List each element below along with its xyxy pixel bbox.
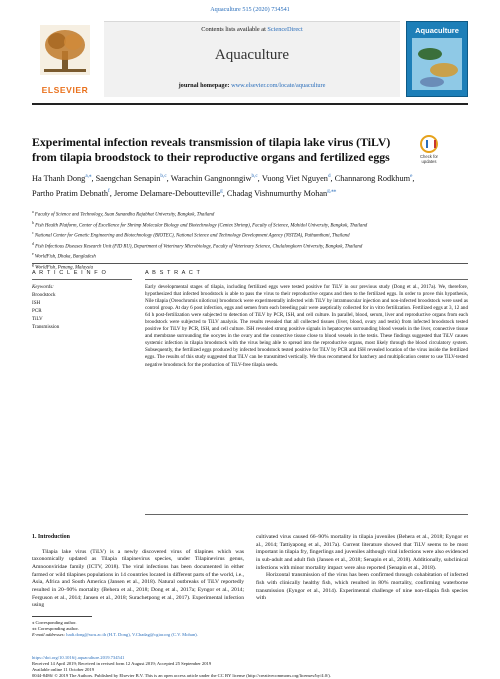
available-online: Available online 11 October 2019 [32, 667, 94, 672]
affiliation: $^c$ National Center for Genetic Engineering and Biotechnology (BIOTEC), National Science and Technology Development Agency (NSTDA), Pathumthani, Thailand [32, 231, 350, 239]
contents-line [104, 26, 400, 33]
author[interactable]: Jerome Delamare-Deboutteville$^g$, [113, 188, 227, 198]
affiliation: $^e$ WorldFish, Dhaka, Bangladesh [32, 252, 96, 260]
updates-icon [420, 135, 438, 153]
abstract-rule [145, 279, 468, 280]
keyword: Broodstock [32, 291, 56, 298]
cover-title: Aquaculture [415, 26, 459, 35]
author[interactable]: Vuong Viet Nguyen$^d$, [261, 173, 335, 183]
author[interactable]: Partho Pratim Debnath$^f$, [32, 188, 114, 198]
abstract-bottom-rule [145, 514, 468, 515]
journal-name: Aquaculture [214, 47, 290, 63]
email-links[interactable]: hadt.dong@ssru.ac.th (H.T. Dong), V.Chadag@cgiar.org (C.V. Mohan). [65, 632, 198, 638]
header-rule [32, 103, 468, 105]
publication-info [32, 655, 468, 679]
updates-label: Check for updates [420, 154, 438, 164]
footnote-rule [32, 616, 92, 617]
contents-prefix: Contents lists available at [201, 26, 268, 33]
check-for-updates-badge[interactable] [414, 135, 444, 169]
keywords-block [32, 284, 132, 331]
author[interactable]: Channarong Rodkhum$^e$, [334, 173, 415, 183]
homepage-link[interactable]: www.elsevier.com/locate/aquaculture [231, 82, 326, 89]
homepage-prefix: journal homepage: [178, 82, 232, 89]
affiliations-rule [32, 263, 468, 264]
article-info-rule [32, 279, 132, 280]
body-paragraph: Tilapia lake virus (TiLV) is a newly discovered virus of tilapines which was taxonomically updated as Tilapia tilapinevirus species, under Tilapinevirus genus, Amnoonviridae family (ICTV, 2018). The viral infections has been documented in either farmed or wild tilapines populations in 14 countries located in different parts of the world, i.e., Asia, Africa and South America (Jansen et al., 2018). Natural outbreaks of TiLV reportedly resulted in 20–90% mortality (Behera et al., 2018; Dong et al., 2017a; Eyngor et al., 2014; Ferguson et al., 2014; Jansen et al., 2018; Surachetpong et al., 2017). Experimental infection using [32, 548, 244, 609]
abstract-text: Early developmental stages of tilapia, including fertilized eggs were tested positive for TiLV in our previous study (Dong et al., 2017a). We, therefore, hypothesized that infected broodstock is able to pass the virus to their reproductive organs and then to the fertilized eggs. In order to prove this hypothesis, Nile tilapia (Oreochromis niloticus) broodstock were experimentally infected with TiLV by intramuscular injection and non-infected broodstock were used as control group. At day 6 post infection, eggs and semen from each breeding pair were aseptically collected for in vitro fertilization. Fertilized eggs at 3, 12 and 64 h post-fertilization were subjected to detection of TiLV by PCR, ISH, and cell culture. In parallel, blood, serum, liver and reproductive organs from each broodstock were subjected to TiLV analysis. The results revealed that all collected tissues (liver, blood, ovary and testis) from infected broodstock tested positive for TiLV by PCR, ISH, and cell culture. ISH revealed strong positive signals in hepatocytes surrounding blood vessels in the liver, connective tissue and membrane surrounding the oocytes in the ovary and the connective tissue close to blood vessels in the testis. These findings suggested that TiLV causes systemic infection in tilapia broodstock with the virus being able to spread into the reproductive organs, most likely through the blood circulatory system. Subsequently, the fertilized eggs produced by infected broodstock tested positive for TiLV by PCR and ISH revealed location of the virus inside the fertilized eggs. The results of this study suggested that TiLV can be transmitted vertically. We thus recommend for hatchery and multiplication center to use TiLV-tested negative broodstock for the production of TiLV-free tilapia seeds. [145, 284, 468, 368]
author[interactable]: Chadag Vishnumurthy Mohan$^{g,⁎⁎}$ [226, 188, 337, 198]
publisher-name: ELSEVIER [41, 85, 89, 95]
journal-cover[interactable] [406, 21, 468, 97]
cover-image [412, 38, 462, 90]
article-info-heading: A R T I C L E I N F O [32, 270, 107, 276]
email-line [32, 632, 244, 638]
affiliation: $^d$ Fish Infectious Diseases Research Unit (FID RU), Department of Veterinary Microbiology, Faculty of Veterinary Science, Chulalongkorn University, Bangkok, Thailand [32, 241, 363, 250]
keyword: ISH [32, 299, 41, 306]
sciencedirect-link[interactable]: ScienceDirect [267, 26, 303, 33]
doi-link[interactable]: https://doi.org/10.1016/j.aquaculture.2019.734541 [32, 655, 125, 660]
corresponding-author-note: ⁎⁎ Corresponding author. [32, 626, 79, 632]
introduction-column-left [32, 534, 244, 610]
author-list [32, 170, 452, 200]
keywords-label: Keywords: [32, 284, 54, 290]
introduction-column-right [256, 534, 468, 603]
body-paragraph: Horizontal transmission of the virus has been confirmed through cohabitation of infected fish with clinically healthy fish, which resulted in 80% mortality, confirming waterborne transmission (Eyngor et al., 2014). Experimental challenge of nine non-tilapia fish species with [256, 572, 468, 602]
affiliation: $^g$ WorldFish, Penang, Malaysia [32, 262, 94, 271]
footnotes [32, 620, 244, 639]
abstract-heading: A B S T R A C T [145, 270, 201, 276]
article-title: Experimental infection reveals transmission of tilapia lake virus (TiLV) from tilapia broodstock to their reproductive organs and fertilized eggs [32, 135, 391, 164]
elsevier-logo[interactable] [32, 19, 98, 101]
affiliation: $^b$ Fish Health Platform, Center of Excellence for Shrimp Molecular Biology and Biotechnology (Centex Shrimp), Faculty of Science, Mahidol University, Bangkok, Thailand [32, 220, 368, 229]
corresponding-author-note: ⁎ Corresponding author. [32, 620, 77, 625]
affiliation: $^a$ Faculty of Science and Technology, Suan Sunandha Rajabhat University, Bangkok, Thailand [32, 210, 215, 218]
tree-icon [40, 25, 90, 75]
journal-masthead [32, 19, 468, 101]
keyword: Transmission [32, 323, 60, 330]
author[interactable]: Saengchan Senapin$^{b,c}$, [95, 173, 171, 183]
keyword: TiLV [32, 315, 43, 322]
email-label: E-mail addresses: [32, 632, 66, 638]
introduction-heading: 1. Introduction [32, 534, 70, 540]
received-dates: Received 14 April 2019; Received in revised form 12 August 2019; Accepted 25 September 2019 [32, 661, 212, 666]
body-paragraph: cultivated virus caused 66–90% mortality in tilapia juveniles (Behera et al., 2018; Eyngor et al., 2014; Tattiyapong et al., 2017a). Current literature showed that TiLV seems to be most important in tilapia fry, fingerlings and juveniles although viral infections were also evidenced in sub-adult and adult fish (Jansen et al., 2018; Senapin et al., 2018). Additionally, subclinical infections with minor mortality impact were also reported (Senapin et al., 2018). [256, 534, 468, 571]
homepage-line [104, 82, 400, 89]
license-line: 0044-8486/ © 2019 The Authors. Published by Elsevier B.V. This is an open access article under the CC BY license (http://creativecommons.org/licenses/by/4.0/). [32, 673, 331, 678]
masthead-banner [104, 21, 400, 97]
author[interactable]: Ha Thanh Dong$^{a,⁎}$, [32, 173, 96, 183]
journal-reference[interactable]: Aquaculture 515 (2020) 734541 [210, 6, 290, 13]
author[interactable]: Warachin Gangnonngiw$^{b,c}$, [170, 173, 262, 183]
keyword: PCR [32, 307, 42, 314]
